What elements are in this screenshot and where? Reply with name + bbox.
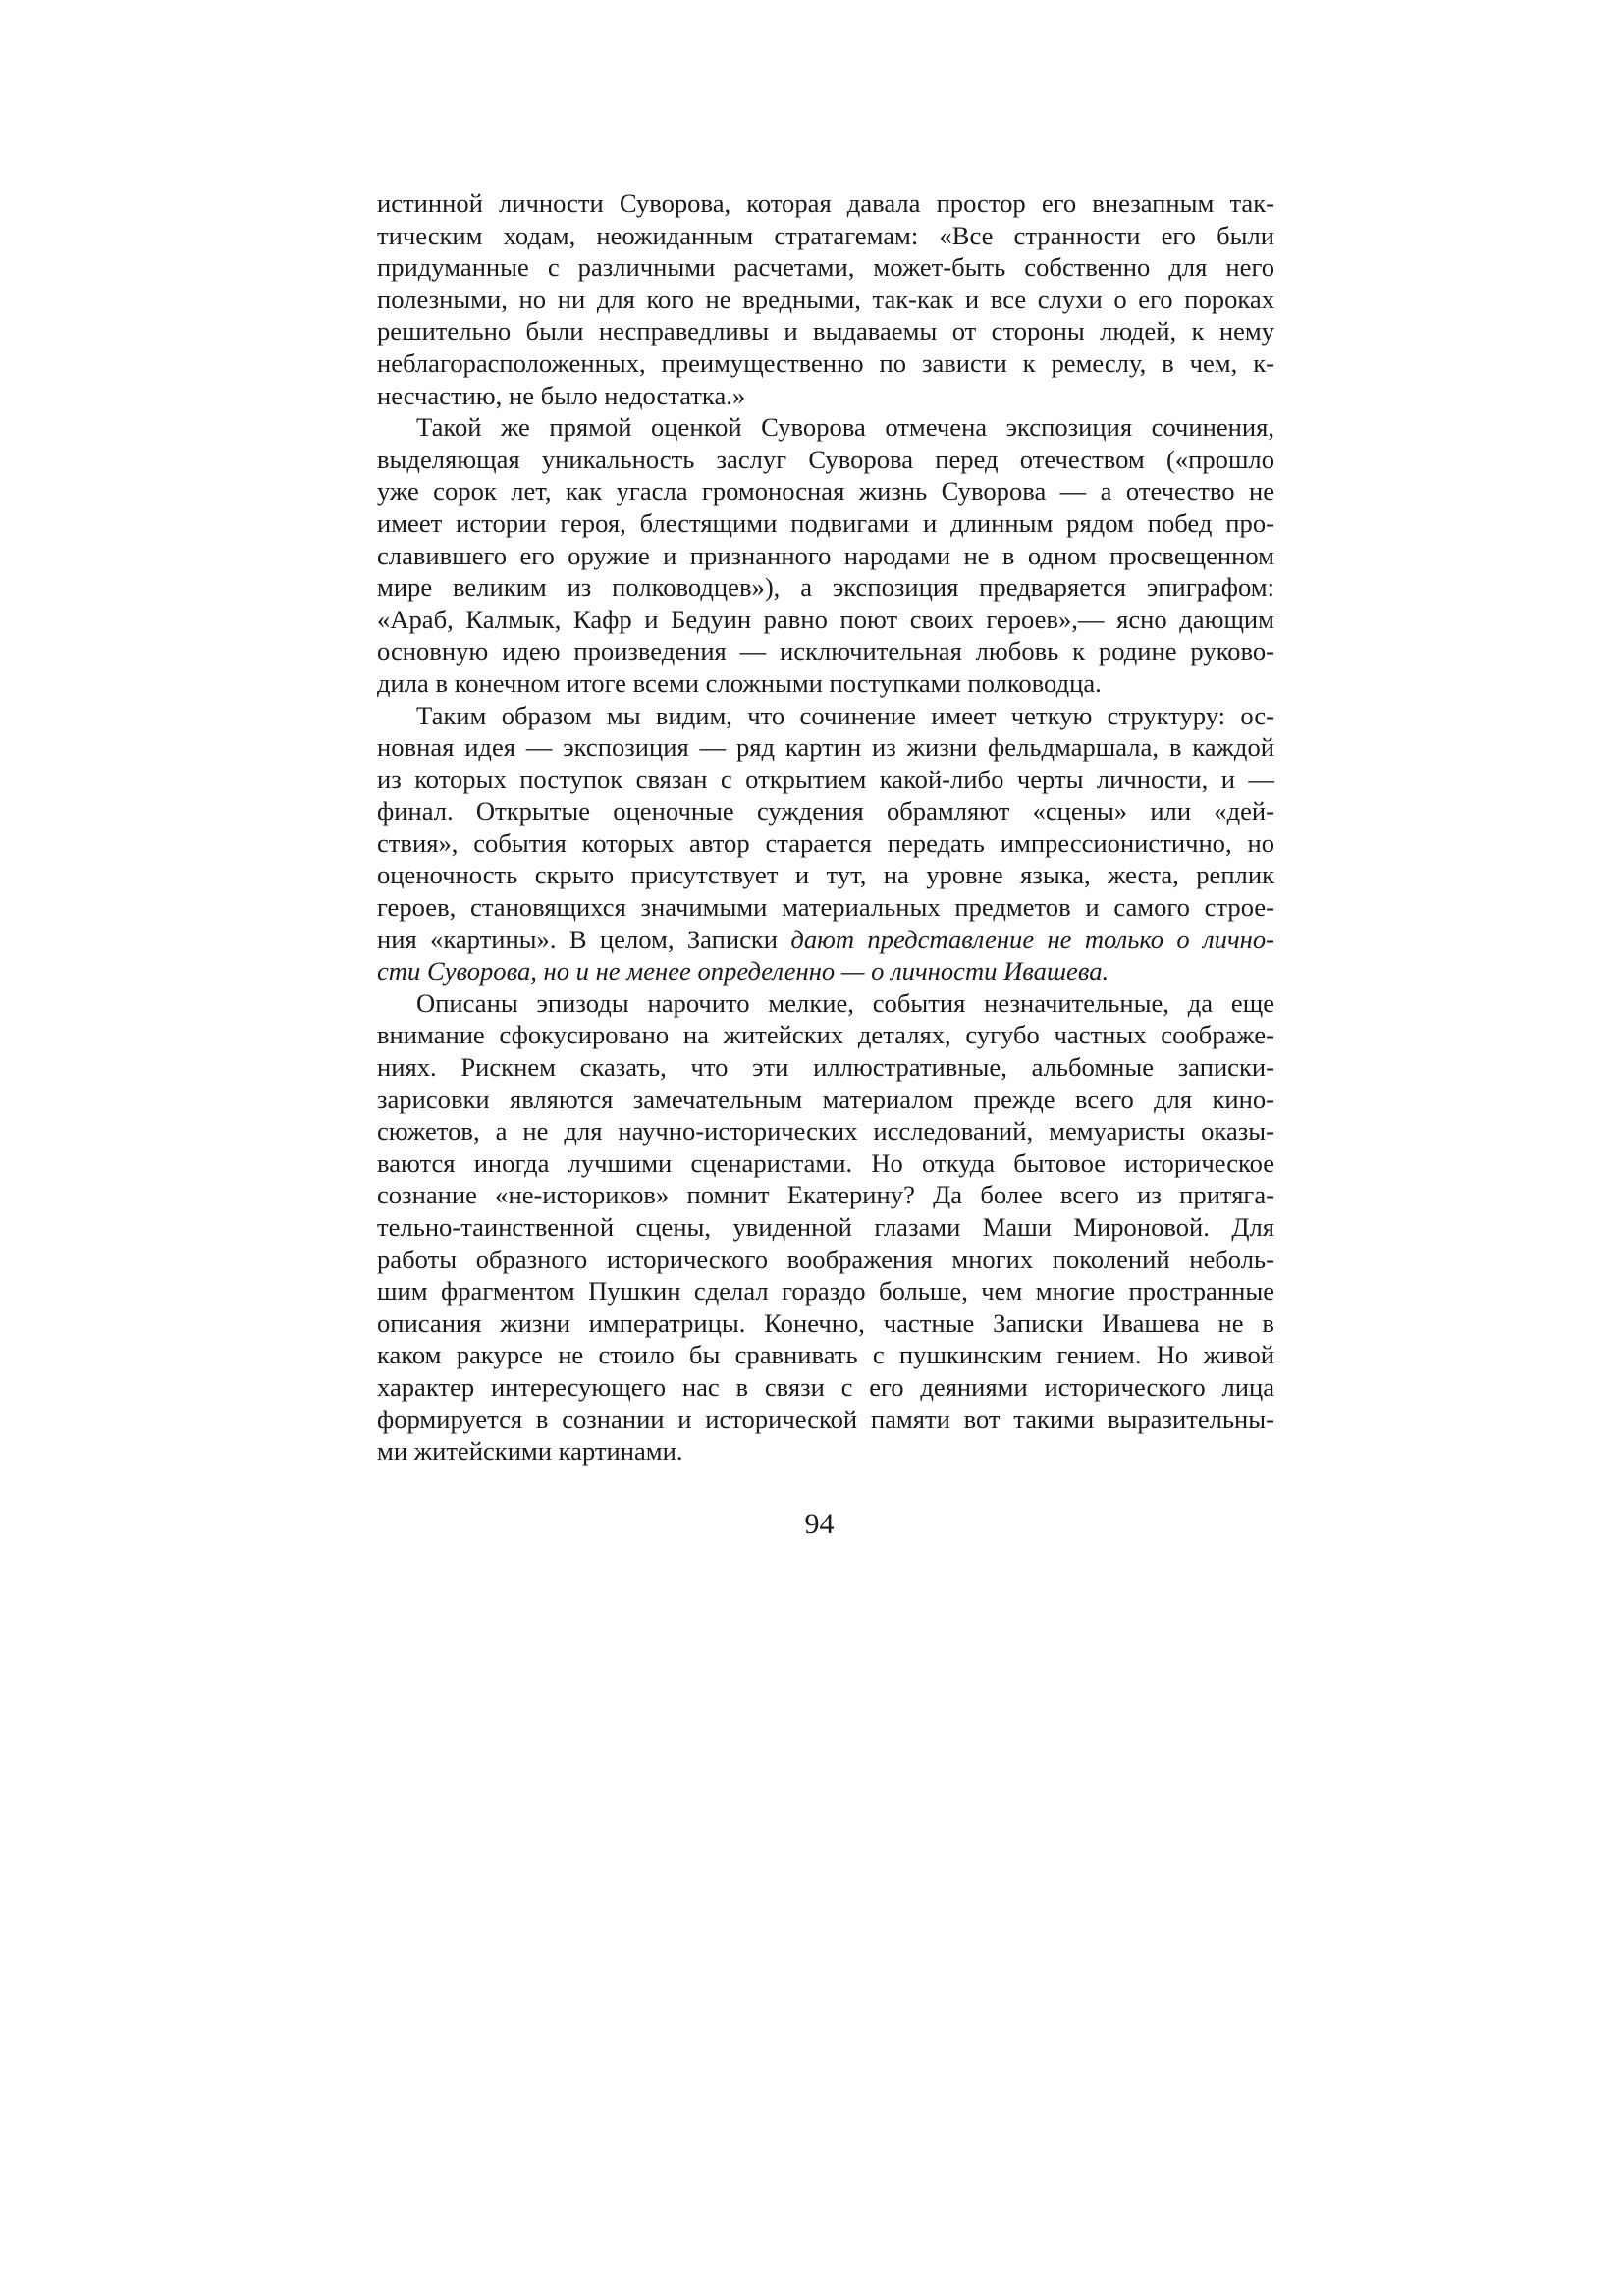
page-number: 94 <box>804 1508 835 1540</box>
text-line: из которых поступок связан с открытием какой-либо черты личности, и — <box>377 764 1274 794</box>
text-line: зарисовки являются замечательным материалом прежде всего для кино- <box>377 1084 1274 1114</box>
text-line: внимание сфокусировано на житейских деталях, сугубо частных соображе- <box>377 1020 1274 1050</box>
text-line: ваются иногда лучшими сценаристами. Но откуда бытовое историческое <box>377 1148 1274 1178</box>
text-line: истинной личности Суворова, которая давала простор его внезапным так- <box>377 188 1274 218</box>
text-line: имеет истории героя, блестящими подвигами и длинным рядом побед про- <box>377 507 1274 538</box>
text-line: тельно-таинственной сцены, увиденной глазами Маши Мироновой. Для <box>377 1212 1274 1242</box>
text-line: Описаны эпизоды нарочито мелкие, события незначительные, да еще <box>416 988 1274 1018</box>
text-line: придуманные с различными расчетами, может-быть собственно для него <box>377 252 1274 283</box>
body-text <box>377 187 1274 1468</box>
text-line: основную идею произведения — исключительная любовь к родине руково- <box>377 636 1274 667</box>
paragraph-3 <box>377 700 1274 988</box>
text-line: сознание «не-историков» помнит Екатерину? Да более всего из притяга- <box>377 1180 1274 1210</box>
text-line: новная идея — экспозиция — ряд картин из жизни фельдмаршала, в каждой <box>377 732 1274 763</box>
text-line: ствия», события которых автор старается передать импрессионистично, но <box>377 828 1274 858</box>
paragraph-1 <box>377 187 1274 411</box>
plain-text: ния «картины». В целом, Записки <box>377 924 791 954</box>
text-line: выделяющая уникальность заслуг Суворова перед отечеством («прошло <box>377 444 1274 474</box>
text-line: характер интересующего нас в связи с его деяниями исторического лица <box>377 1371 1274 1402</box>
text-line: «Араб, Калмык, Кафр и Бедуин равно поют своих героев»,— ясно дающим <box>377 604 1274 634</box>
text-line: формируется в сознании и исторической памяти вот такими выразительны- <box>377 1404 1274 1434</box>
text-line: тическим ходам, неожиданным стратагемам: «Все странности его были <box>377 220 1274 250</box>
text-line: каком ракурсе не стоило бы сравнивать с пушкинским гением. Но живой <box>377 1340 1274 1370</box>
text-line: Таким образом мы видим, что сочинение имеет четкую структуру: ос- <box>416 700 1274 730</box>
text-line: финал. Открытые оценочные суждения обрамляют «сцены» или «дей- <box>377 796 1274 827</box>
text-line: шим фрагментом Пушкин сделал гораздо больше, чем многие пространные <box>377 1276 1274 1307</box>
paragraph-4 <box>377 988 1274 1468</box>
text-line: решительно были несправедливы и выдаваемы от стороны людей, к нему <box>377 316 1274 347</box>
text-line-mixed <box>377 924 1274 956</box>
italic-text: дают представление не только о лично- <box>790 924 1274 954</box>
text-line: мире великим из полководцев»), а экспозиция предваряется эпиграфом: <box>377 572 1274 603</box>
italic-text: сти Суворова, но и не менее определенно — о личности Ивашева. <box>377 956 1109 987</box>
text-line: описания жизни императрицы. Конечно, частные Записки Ивашева не в <box>377 1308 1274 1338</box>
text-line: сюжетов, а не для научно-исторических исследований, мемуаристы оказы- <box>377 1116 1274 1147</box>
text-line: дила в конечном итоге всеми сложными поступками полководца. <box>377 667 1102 698</box>
text-line: работы образного исторического воображения многих поколений неболь- <box>377 1244 1274 1274</box>
text-line: несчастию, не было недостатка.» <box>377 380 746 410</box>
paragraph-2 <box>377 411 1274 699</box>
text-line: полезными, но ни для кого не вредными, так-как и все слухи о его пороках <box>377 284 1274 314</box>
text-line-italic <box>377 955 1274 988</box>
text-line: Такой же прямой оценкой Суворова отмечена экспозиция сочинения, <box>416 412 1274 443</box>
text-line: славившего его оружие и признанного народами не в одном просвещенном <box>377 540 1274 570</box>
text-line: ниях. Рискнем сказать, что эти иллюстративные, альбомные записки- <box>377 1052 1274 1083</box>
text-line: уже сорок лет, как угасла громоносная жизнь Суворова — а отечество не <box>377 476 1274 507</box>
text-line: ми житейскими картинами. <box>377 1436 683 1467</box>
text-line: неблагорасположенных, преимущественно по зависти к ремеслу, в чем, к- <box>377 347 1274 378</box>
text-line: героев, становящихся значимыми материальных предметов и самого строе- <box>377 892 1274 923</box>
text-line: оценочность скрыто присутствует и тут, на уровне языка, жеста, реплик <box>377 860 1274 890</box>
